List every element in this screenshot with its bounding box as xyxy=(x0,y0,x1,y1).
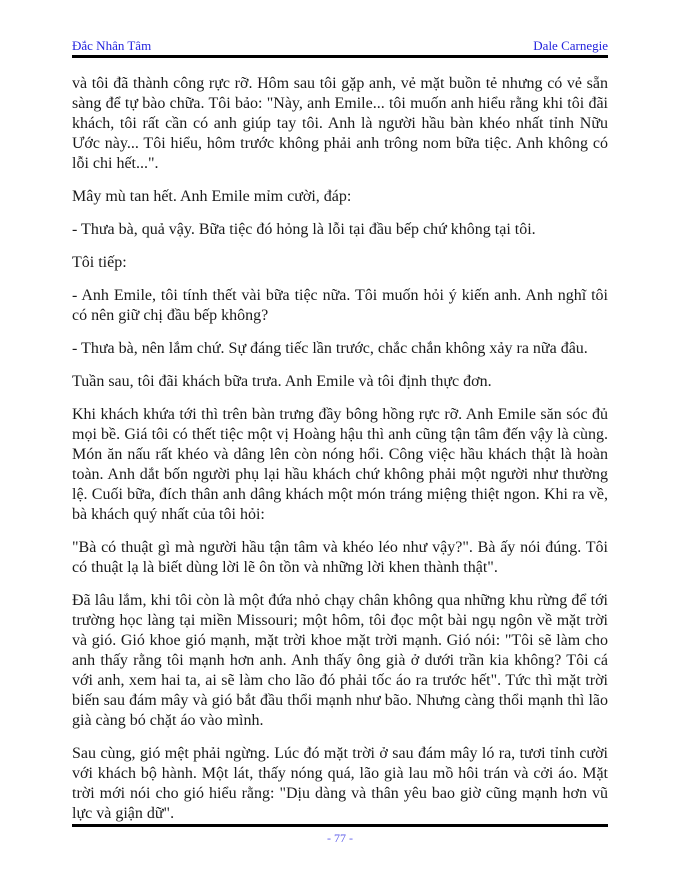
page-body xyxy=(72,74,608,837)
paragraph: và tôi đã thành công rực rỡ. Hôm sau tôi gặp anh, vẻ mặt buồn tẻ nhưng có vẻ sẵn sàng để tự bào chữa. Tôi bảo: "Này, anh Emile... tôi muốn anh hiểu rằng khi tôi đãi khách, tôi rất cần có anh giúp tay tôi. Anh là người hầu bàn khéo nhất tỉnh Nữu Ước này... Tôi hiểu, hôm trước không phải anh trông nom bữa tiệc. Anh không có lỗi chi hết...". xyxy=(72,75,608,172)
paragraph: Mây mù tan hết. Anh Emile mỉm cười, đáp: xyxy=(72,188,352,205)
paragraph: Tuần sau, tôi đãi khách bữa trưa. Anh Emile và tôi định thực đơn. xyxy=(72,373,492,390)
page-header xyxy=(72,38,608,54)
paragraph: - Anh Emile, tôi tính thết vài bữa tiệc nữa. Tôi muốn hỏi ý kiến anh. Anh nghĩ tôi có nên giữ chị đầu bếp không? xyxy=(72,287,608,324)
paragraph: Đã lâu lắm, khi tôi còn là một đứa nhỏ chạy chân không qua những khu rừng để tới trường học làng tại miền Missouri; một hôm, tôi đọc một bài ngụ ngôn về mặt trời và gió. Gió khoe gió mạnh, mặt trời khoe mặt trời mạnh. Gió nói: "Tôi sẽ làm cho anh thấy rằng tôi mạnh hơn anh. Anh thấy ông già ở dưới trần kia không? Tôi cá với anh, xem hai ta, ai sẽ làm cho lão đó phải tốc áo ra trước hết". Tức thì mặt trời biến sau đám mây và gió bắt đầu thổi mạnh như bão. Nhưng càng thổi mạnh thì lão già càng bó chặt áo vào mình. xyxy=(72,592,608,729)
paragraph: Sau cùng, gió mệt phải ngừng. Lúc đó mặt trời ở sau đám mây ló ra, tươi tỉnh cười với khách bộ hành. Một lát, thấy nóng quá, lão già lau mồ hôi trán và cởi áo. Mặt trời mới nói cho gió hiểu rằng: "Dịu dàng và thân yêu bao giờ cũng mạnh hơn vũ lực và giận dữ". xyxy=(72,745,608,822)
paragraph: - Thưa bà, nên lắm chứ. Sự đáng tiếc lần trước, chắc chắn không xảy ra nữa đâu. xyxy=(72,340,588,357)
paragraph: Khi khách khứa tới thì trên bàn trưng đầy bông hồng rực rỡ. Anh Emile săn sóc đủ mọi bề. Giá tôi có thết tiệc một vị Hoàng hậu thì anh cũng tận tâm đến vậy là cùng. Món ăn nấu rất khéo và dâng lên còn nóng hổi. Công việc hầu khách thật là hoàn toàn. Anh dắt bốn người phụ lại hầu khách chứ không phải một người như thường lệ. Cuối bữa, đích thân anh dâng khách một món tráng miệng thiệt ngon. Khi ra về, bà khách quý nhất của tôi hỏi: xyxy=(72,406,608,523)
header-book-title: Đắc Nhân Tâm xyxy=(72,38,152,53)
footer-divider xyxy=(72,824,608,827)
paragraph: "Bà có thuật gì mà người hầu tận tâm và khéo léo như vậy?". Bà ấy nói đúng. Tôi có thuật lạ là biết dùng lời lẽ ôn tồn và những lời khen thành thật". xyxy=(72,539,608,576)
paragraph: Tôi tiếp: xyxy=(72,254,127,271)
paragraph: - Thưa bà, quả vậy. Bữa tiệc đó hỏng là lỗi tại đầu bếp chứ không tại tôi. xyxy=(72,221,536,238)
header-author: Dale Carnegie xyxy=(533,38,608,53)
header-divider xyxy=(72,55,608,58)
page-number: - 77 - xyxy=(327,831,353,845)
